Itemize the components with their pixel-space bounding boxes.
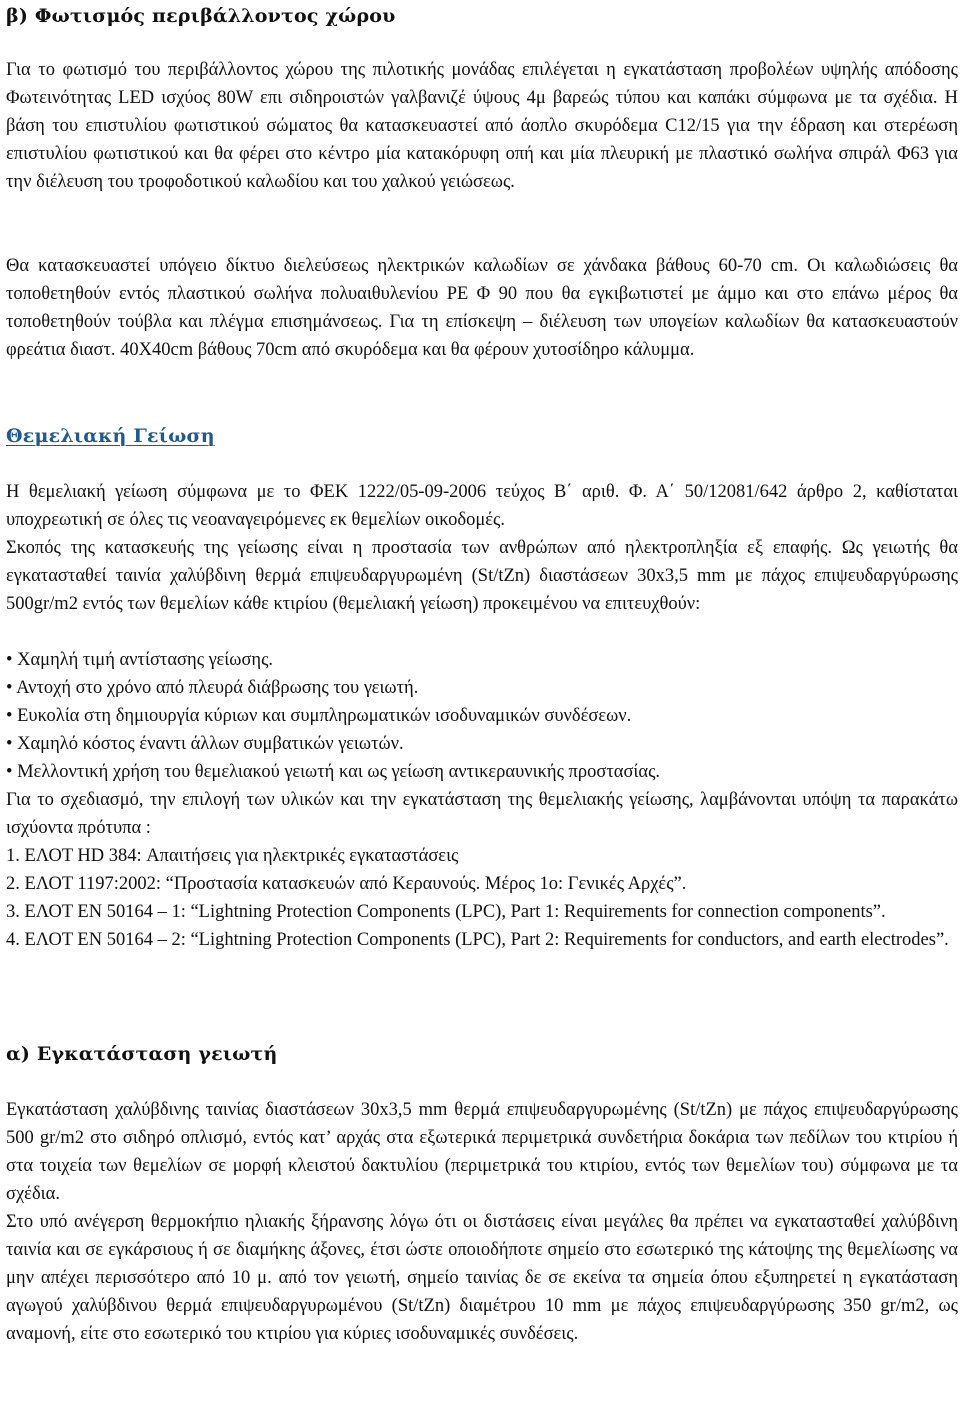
installation-paragraph-1: Εγκατάσταση χαλύβδινης ταινίας διαστάσεων 30x3,5 mm θερμά επιψευδαργυρωμένης (St/tZn) με πάχος επιψευδαργύρωσης 500 gr/m2 στο σιδηρό οπλισμό, εντός κατ’ αρχάς στα εξωτερικά περιμετρικά συνδετήρια δοκάρια των πεδίλων του κτιρίου ή στα τοιχεία των θεμελίων σε μορφή κλειστού δακτυλίου (περιμετρικά του κτιρίου, εντός των θεμελίων του) σύμφωνα με τα σχέδια. [6,1100,958,1204]
grounding-paragraph-2: Σκοπός της κατασκευής της γείωσης είναι η προστασία των ανθρώπων από ηλεκτροπληξία εξ επαφής. Ως γειωτής θα εγκατασταθεί ταινία χαλύβδινη θερμά επιψευδαργυρωμένη (St/tZn) διαστάσεων 30x3,5 mm με πάχος επιψευδαργύρωσης 500gr/m2 εντός των θεμελίων κάθε κτιρίου (θεμελιακή γείωση) προκειμένου να επιτευχθούν: [6,538,958,614]
list-item: 4. ΕΛΟΤ EN 50164 – 2: “Lightning Protection Components (LPC), Part 2: Requirements for conductors, and earth electrodes”. [6,930,949,950]
list-item: 3. ΕΛΟΤ EN 50164 – 1: “Lightning Protection Components (LPC), Part 1: Requirements for connection components”. [6,902,886,922]
grounding-benefits-list [6,646,958,786]
list-item: 2. ΕΛΟΤ 1197:2002: “Προστασία κατασκευών από Κεραυνούς. Μέρος 1ο: Γενικές Αρχές”. [6,874,687,894]
lighting-paragraph-2: Θα κατασκευαστεί υπόγειο δίκτυο διελεύσεως ηλεκτρικών καλωδίων σε χάνδακα βάθους 60-70 cm. Οι καλωδιώσεις θα τοποθετηθούν εντός πλαστικού σωλήνα πολυαιθυλενίου PE Φ 90 που θα εγκιβωτιστεί με άμμο και στο επάνω μέρος θα τοποθετηθούν τούβλα και πλέγμα επισημάνσεως. Για τη επίσκεψη – διέλευση των υπογείων καλωδίων θα κατασκευαστούν φρεάτια διαστ. 40Χ40cm βάθους 70cm από σκυρόδεμα και θα φέρουν χυτοσίδηρο κάλυμμα. [6,256,958,360]
lighting-paragraph-1: Για το φωτισμό του περιβάλλοντος χώρου της πιλοτικής μονάδας επιλέγεται η εγκατάσταση προβολέων υψηλής απόδοσης Φωτεινότητας LED ισχύος 80W επι σιδηροιστών γαλβανιζέ ύψους 4μ βαρεώς τύπου και καπάκι σύμφωνα με τα σχέδια. Η βάση του επιστυλίου φωτιστικού σώματος θα κατασκευαστεί από άοπλο σκυρόδεμα C12/15 για την έδραση και στερέωση επιστυλίου φωτιστικού και θα φέρει στο κέντρο μία κατακόρυφη οπή και μία πλευρική με πλαστικό σωλήνα σπιράλ Φ63 για την διέλευση του τροφοδοτικού καλωδίου και του χαλκού γειώσεως. [6,60,958,192]
list-item: • Μελλοντική χρήση του θεμελιακού γειωτή και ως γείωση αντικεραυνικής προστασίας. [6,758,958,786]
list-item: • Χαμηλό κόστος έναντι άλλων συμβατικών γειωτών. [6,730,958,758]
grounding-paragraph-1: Η θεμελιακή γείωση σύμφωνα με το ΦΕΚ 1222/05-09-2006 τεύχος Β΄ αριθ. Φ. Α΄ 50/12081/642 άρθρο 2, καθίσταται υποχρεωτική σε όλες τις νεοαναγειρόμενες εκ θεμελίων οικοδομές. [6,482,958,530]
standards-list [6,842,958,954]
section-title-lighting: β) Φωτισμός περιβάλλοντος χώρου [6,5,396,27]
grounding-paragraph-3: Για το σχεδιασμό, την επιλογή των υλικών και την εγκατάσταση της θεμελιακής γείωσης, λαμβάνονται υπόψη τα παρακάτω ισχύοντα πρότυπα : [6,790,958,838]
list-item: 1. ΕΛΟΤ HD 384: Απαιτήσεις για ηλεκτρικές εγκαταστάσεις [6,846,459,866]
section-title-grounding[interactable]: Θεμελιακή Γείωση [6,425,215,447]
list-item: • Ευκολία στη δημιουργία κύριων και συμπληρωματικών ισοδυναμικών συνδέσεων. [6,702,958,730]
list-item: • Χαμηλή τιμή αντίστασης γείωσης. [6,646,958,674]
installation-paragraph-2: Στο υπό ανέγερση θερμοκήπιο ηλιακής ξήρανσης λόγω ότι οι διστάσεις είναι μεγάλες θα πρέπει να εγκατασταθεί χαλύβδινη ταινία και σε εγκάρσιους ή σε διαμήκης άξονες, έτσι ώστε οποιοδήποτε σημείο στο εσωτερικό της κάτοψης της θεμελίωσης να μην απέχει περισσότερο από 10 μ. από τον γειωτή, σημείο ταινίας δε σε εκείνα τα σημεία όπου εξυπηρετεί η εγκατάσταση αγωγού χαλύβδινου θερμά επιψευδαργυρωμένου (St/tZn) διαμέτρου 10 mm με πάχος επιψευδαργύρωσης 350 gr/m2, ως αναμονή, είτε στο εσωτερικό του κτιρίου για κύριες ισοδυναμικές συνδέσεις. [6,1212,958,1344]
section-title-installation: α) Εγκατάσταση γειωτή [6,1043,278,1065]
list-item: • Αντοχή στο χρόνο από πλευρά διάβρωσης του γειωτή. [6,674,958,702]
